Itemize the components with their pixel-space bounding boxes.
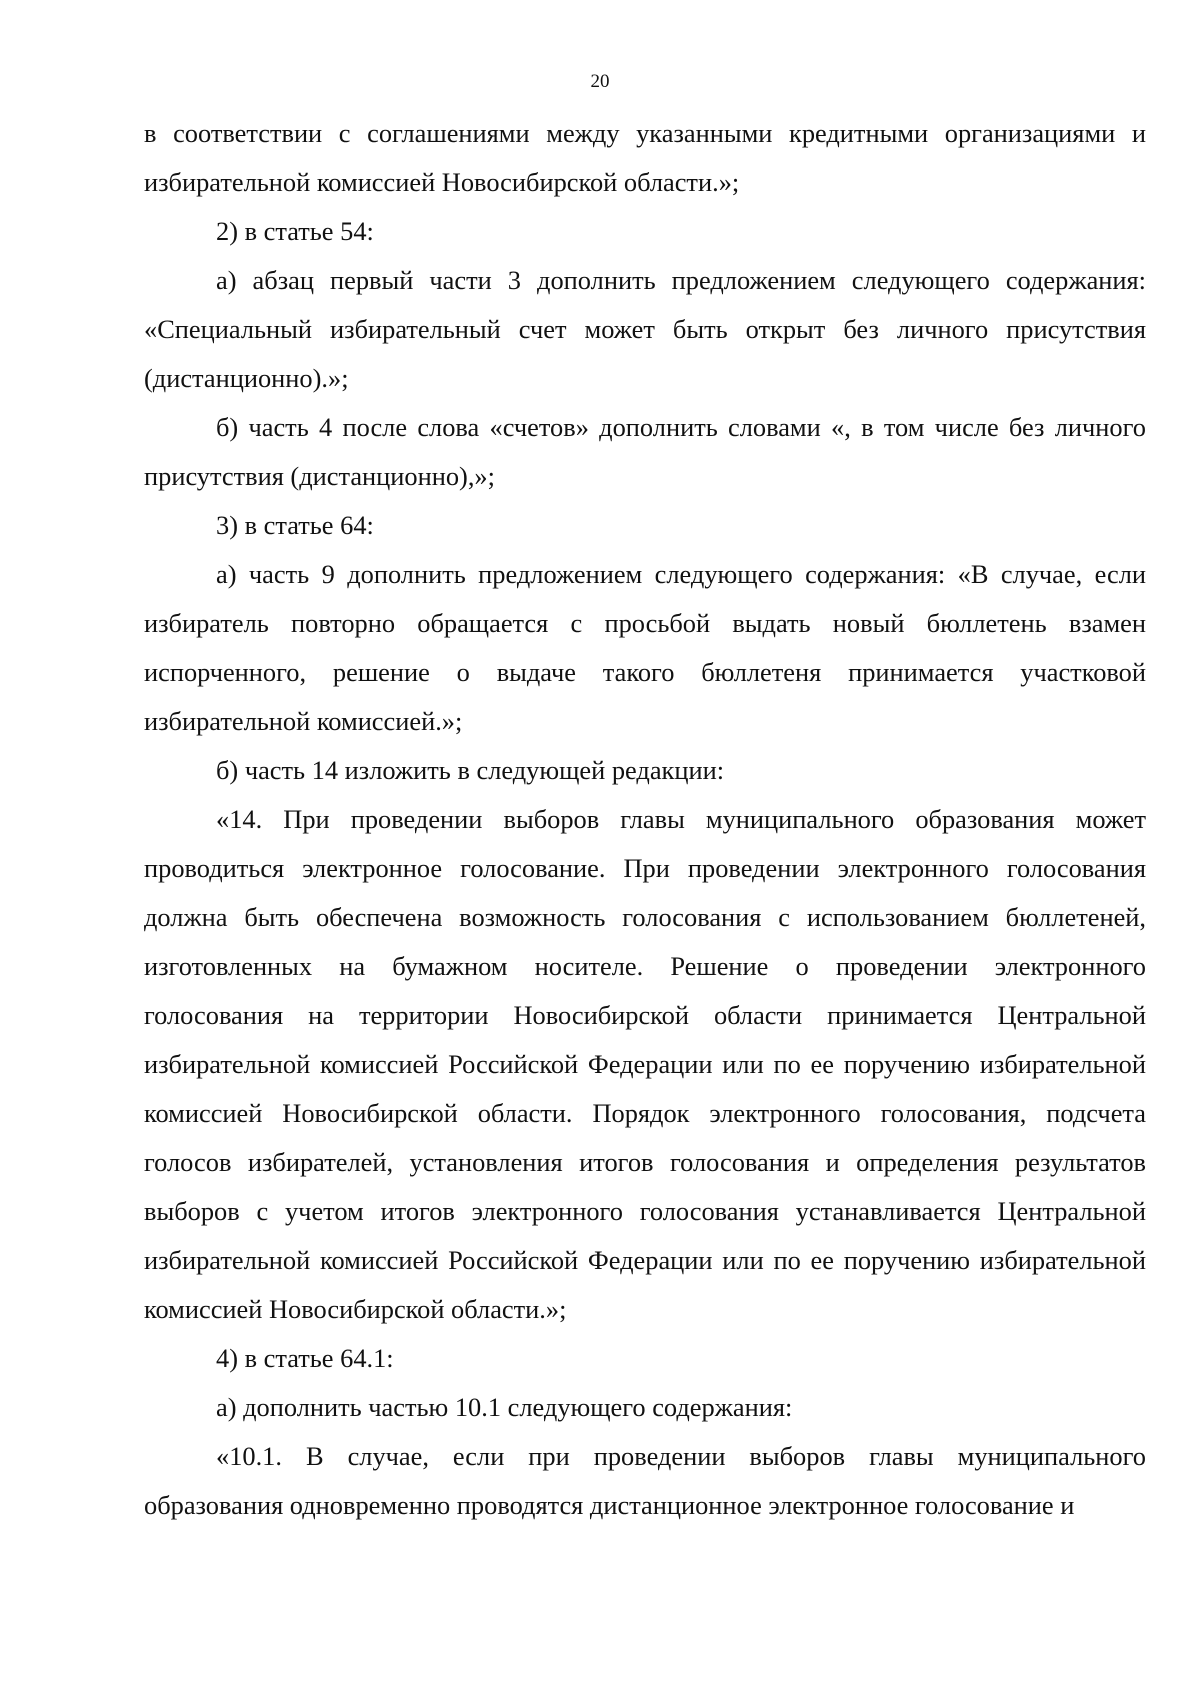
paragraph: а) абзац первый части 3 дополнить предложением следующего содержания: «Специальный избирательный счет может быть открыт без личного присутствия (дистанционно).»; [144,265,1146,393]
paragraph: б) часть 4 после слова «счетов» дополнить словами «, в том числе без личного присутствия (дистанционно),»; [144,412,1146,491]
document-body [144,109,1146,1530]
paragraph: 2) в статье 54: [216,216,374,246]
paragraph: 4) в статье 64.1: [216,1343,394,1373]
paragraph: б) часть 14 изложить в следующей редакции: [216,755,725,785]
paragraph: «14. При проведении выборов главы муниципального образования может проводиться электронное голосование. При проведении электронного голосования должна быть обеспечена возможность голосования с использованием бюллетеней, изготовленных на бумажном носителе. Решение о проведении электронного голосования на территории Новосибирской области принимается Центральной избирательной комиссией Российской Федерации или по ее поручению избирательной комиссией Новосибирской области. Порядок электронного голосования, подсчета голосов избирателей, установления итогов голосования и определения результатов выборов с учетом итогов электронного голосования устанавливается Центральной избирательной комиссией Российской Федерации или по ее поручению избирательной комиссией Новосибирской области.»; [144,804,1146,1324]
paragraph: а) дополнить частью 10.1 следующего содержания: [216,1392,793,1422]
paragraph: а) часть 9 дополнить предложением следующего содержания: «В случае, если избиратель повторно обращается с просьбой выдать новый бюллетень взамен испорченного, решение о выдаче такого бюллетеня принимается участковой избирательной комиссией.»; [144,559,1146,736]
paragraph: в соответствии с соглашениями между указанными кредитными организациями и избирательной комиссией Новосибирской области.»; [144,118,1146,197]
page-number: 20 [590,71,610,92]
paragraph: 3) в статье 64: [216,510,374,540]
paragraph: «10.1. В случае, если при проведении выборов главы муниципального образования одновременно проводятся дистанционное электронное голосование и [144,1441,1146,1520]
